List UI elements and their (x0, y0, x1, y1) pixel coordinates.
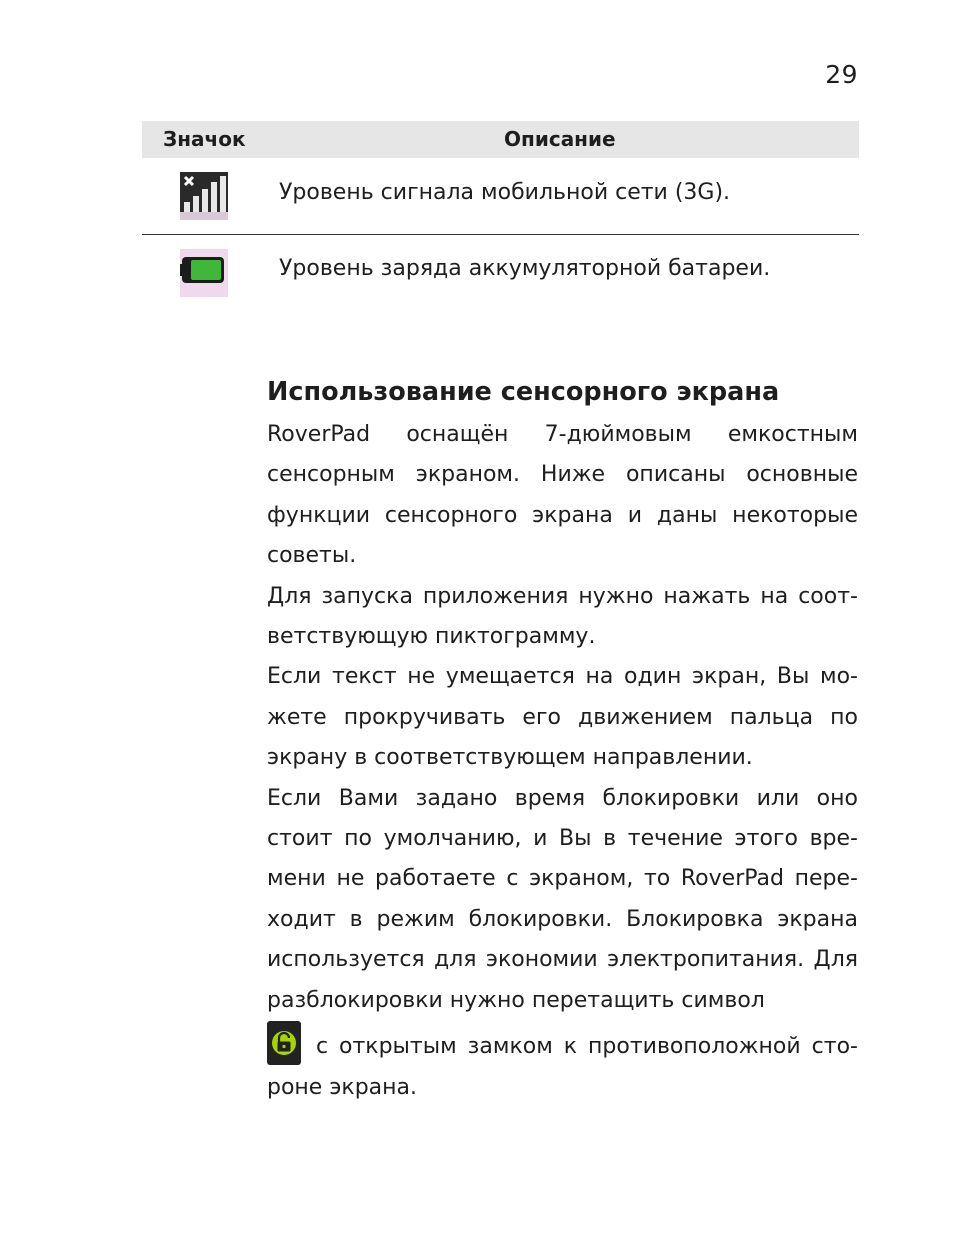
signal-3g-icon (180, 172, 228, 220)
paragraph-tail: с открытым замком к противоположной стороне экрана. (267, 1034, 858, 1100)
paragraph-with-icon (267, 779, 858, 1108)
paragraph: Если текст не умещается на один экран, Вы можете прокручивать его движением пальца по экрану в соответствующем направлении. (267, 664, 858, 771)
unlock-symbol-icon (267, 1021, 301, 1065)
battery-icon (180, 249, 228, 297)
row-description: Уровень заряда аккумуляторной батареи. (279, 256, 771, 281)
header-description-column: Описание (504, 127, 616, 151)
row-description: Уровень сигнала мобильной сети (3G). (279, 180, 731, 205)
touchscreen-section (267, 375, 858, 1108)
section-title: Использование сенсорного экрана (267, 377, 780, 407)
icon-table (142, 121, 859, 311)
page-number: 29 (825, 60, 858, 89)
table-row (142, 158, 859, 235)
table-header (142, 121, 859, 158)
paragraph: RoverPad оснащён 7-дюймовым емкостным сенсорным экраном. Ниже описаны основные функции сенсорного экрана и даны некоторые советы. (267, 422, 858, 569)
header-icon-column: Значок (163, 127, 246, 151)
paragraph: Для запуска приложения нужно нажать на соответствующую пиктограмму. (267, 583, 858, 650)
paragraph-text: Если Вами задано время блокировки или оно стоит по умолчанию, и Вы в течение этого времени не работаете с экраном, то RoverPad переходит в режим блокировки. Блокировка экрана используется для экономии электропитания. Для разблокировки нужно перетащить символ (267, 785, 858, 1013)
table-row (142, 235, 859, 311)
